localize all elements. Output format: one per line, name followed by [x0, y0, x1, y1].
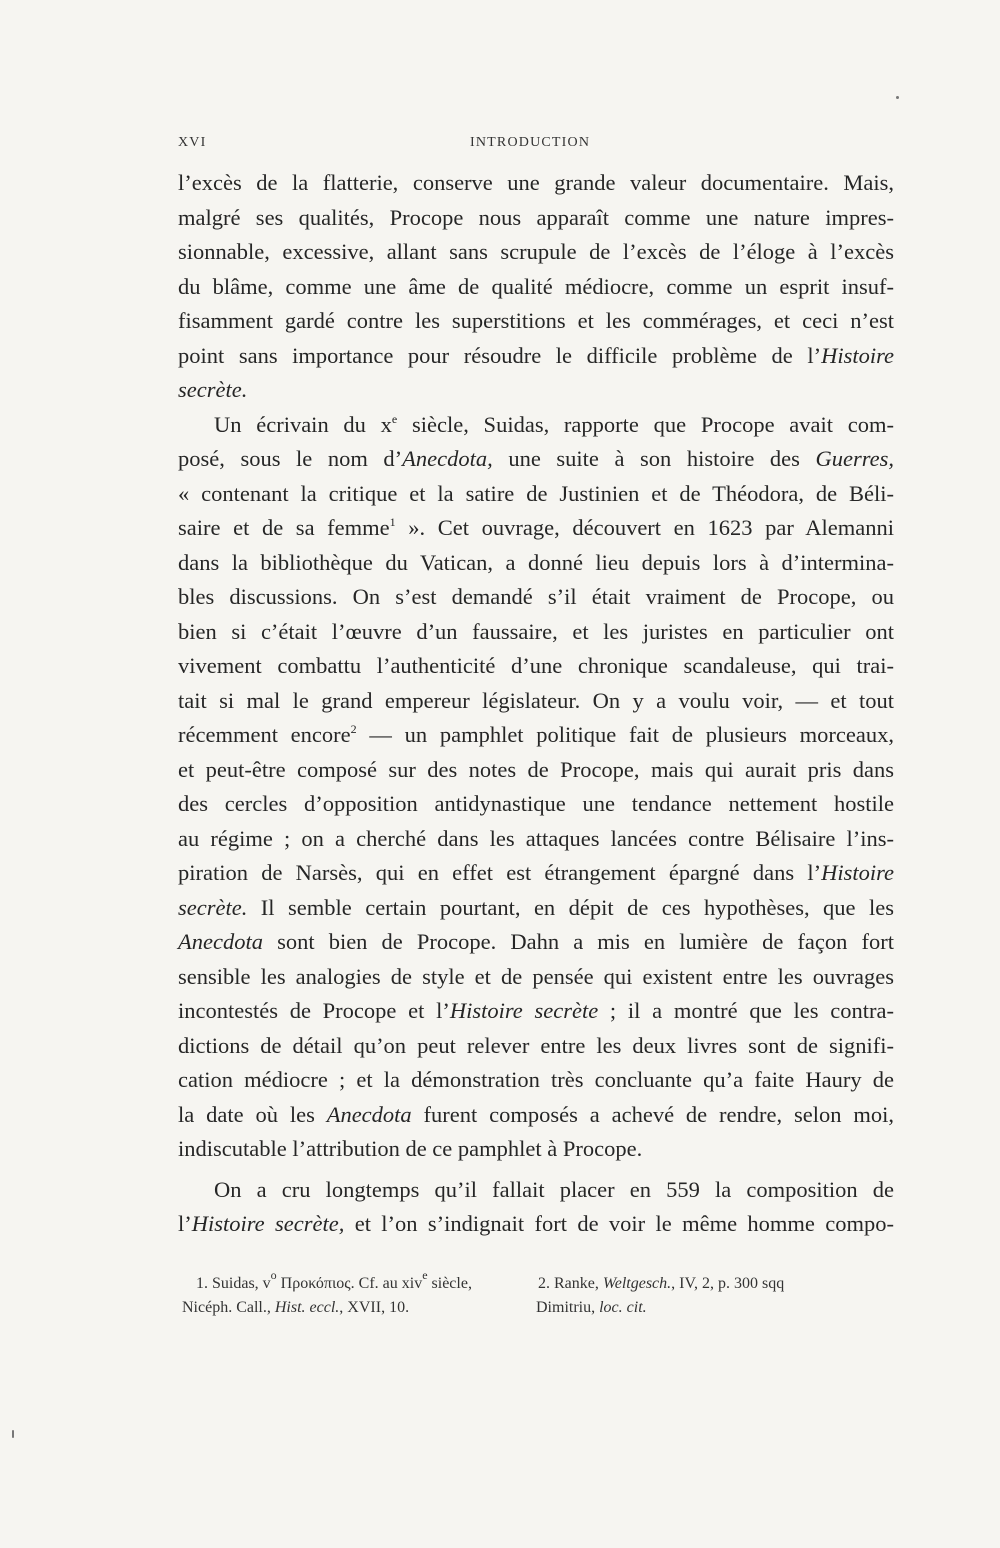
text-line [178, 925, 894, 960]
paper-speck [896, 96, 899, 99]
footnote-line [196, 1268, 566, 1296]
text-segment: ». Cet ouvrage, découvert en 1623 par Alemanni [395, 515, 894, 540]
italic-title: Anecdota, [402, 446, 493, 471]
text-line [178, 339, 894, 374]
text-segment: incontestés de Procope et l’ [178, 998, 450, 1023]
text-line: indiscutable l’attribution de ce pamphlet à Procope. [178, 1136, 643, 1161]
text-line: sensible les analogies de style et de pensée qui existent entre les ouvrages [178, 963, 894, 989]
text-segment: siècle, Suidas, rapporte que Procope avait com- [397, 411, 894, 437]
italic-title: Anecdota [326, 1101, 412, 1127]
superscript: e [391, 411, 398, 426]
text-line [178, 891, 894, 926]
footnote-line [538, 1272, 898, 1296]
footnote-line [536, 1296, 898, 1320]
italic-title: Anecdota [178, 929, 263, 954]
text-segment: Il semble certain pourtant, en dépit de ces hypothèses, que les [247, 894, 894, 920]
text-line: des cercles d’opposition antidynastique une tendance nettement hostile [178, 791, 894, 816]
footnote-ref: 2 [350, 722, 357, 736]
text-line: du blâme, comme une âme de qualité médiocre, comme un esprit insuf- [178, 273, 894, 299]
text-line [178, 1098, 894, 1133]
text-line: cation médiocre ; et la démonstration très concluante qu’a faite Haury de [178, 1067, 894, 1092]
text-line [178, 511, 894, 546]
footnote-line [182, 1296, 566, 1320]
italic-title: secrète. [178, 894, 248, 920]
italic-title: secrète. [178, 377, 248, 402]
italic-title: Guerres, [815, 446, 894, 471]
small-caps-century: xiv [401, 1275, 423, 1292]
text-line: On a cru longtemps qu’il fallait placer en 559 la composition de [214, 1176, 894, 1202]
text-line: dictions de détail qu’on peut relever entre les deux livres sont de signifi- [178, 1032, 894, 1058]
italic-title: Histoire [821, 342, 894, 368]
text-line [178, 994, 894, 1029]
italic-title: Weltgesch. [602, 1275, 672, 1292]
text-segment: 1. Suidas, v [196, 1275, 271, 1292]
italic-title: Hist. eccl. [274, 1299, 340, 1316]
text-segment: et l’on s’indignait fort de voir le même homme compo- [344, 1211, 894, 1236]
text-segment: , XVII, 10. [339, 1299, 410, 1316]
text-line: et peut-être composé sur des notes de Procope, mais qui aurait pris dans [178, 756, 894, 782]
page-number: XVI [178, 135, 207, 150]
text-line [178, 1207, 894, 1242]
text-segment: 2. Ranke, [538, 1275, 603, 1292]
text-segment: furent composés a achevé de rendre, selon moi, [411, 1101, 894, 1127]
text-segment: ; il a montré que les contra- [598, 998, 894, 1023]
text-segment: , IV, 2, p. 300 sqq [671, 1275, 785, 1292]
text-line [178, 856, 894, 891]
text-segment: la date où les [178, 1101, 327, 1127]
body-text [178, 166, 894, 1242]
text-segment: — un pamphlet politique fait de plusieurs morceaux, [356, 722, 894, 747]
text-segment: posé, sous le nom d’ [178, 446, 403, 471]
text-line: au régime ; on a cherché dans les attaques lancées contre Bélisaire l’ins- [178, 825, 894, 851]
text-line: bles discussions. On s’est demandé s’il était vraiment de Procope, ou [178, 584, 894, 609]
text-line: sionnable, excessive, allant sans scrupule de l’excès de l’éloge à l’excès [178, 239, 894, 264]
text-line: fisamment gardé contre les superstitions et les commérages, et ceci n’est [178, 308, 894, 333]
text-line: tait si mal le grand empereur législateur. On y a voulu voir, — et tout [178, 687, 894, 713]
text-line [178, 373, 894, 408]
text-segment: une suite à son histoire des [492, 446, 816, 471]
text-segment: Dimitriu, [536, 1299, 600, 1316]
text-line: vivement combattu l’authenticité d’une chronique scandaleuse, qui trai- [178, 653, 894, 678]
text-segment: Προκόπιος. Cf. au [276, 1275, 402, 1292]
paper-speck [12, 1430, 14, 1438]
text-line [178, 442, 894, 477]
italic-title: Histoire secrète, [191, 1211, 345, 1236]
text-segment: saire et de sa femme [178, 515, 390, 540]
text-segment: point sans importance pour résoudre le difficile problème de l’ [178, 342, 822, 368]
text-segment: l’ [178, 1211, 192, 1236]
footnote-2 [538, 1272, 898, 1320]
text-line: l’excès de la flatterie, conserve une grande valeur documentaire. Mais, [178, 170, 894, 195]
text-segment: récemment encore [178, 722, 351, 747]
text-line [178, 408, 894, 443]
text-segment: Nicéph. Call., [182, 1299, 275, 1316]
italic-title: loc. cit. [599, 1299, 647, 1316]
superscript: e [422, 1268, 428, 1282]
text-line: malgré ses qualités, Procope nous apparaît comme une nature impres- [178, 204, 894, 230]
footnote-1 [182, 1268, 566, 1320]
running-title: INTRODUCTION [470, 135, 591, 150]
text-segment: piration de Narsès, qui en effet est étrangement épargné dans l’ [178, 860, 822, 885]
text-line [178, 718, 894, 753]
italic-title: Histoire secrète [449, 998, 599, 1023]
text-segment: Un écrivain du x [214, 411, 392, 437]
text-segment: sont bien de Procope. Dahn a mis en lumière de façon fort [262, 929, 894, 954]
footnote-ref: 1 [389, 515, 396, 529]
text-line: dans la bibliothèque du Vatican, a donné lieu depuis lors à d’intermina- [178, 549, 894, 575]
text-line: « contenant la critique et la satire de Justinien et de Théodora, de Béli- [178, 480, 894, 506]
running-head [178, 135, 894, 155]
text-segment: siècle, [427, 1275, 472, 1292]
superscript: o [270, 1268, 277, 1282]
text-line: bien si c’était l’œuvre d’un faussaire, et les juristes en particulier ont [178, 618, 894, 644]
italic-title: Histoire [821, 860, 894, 885]
